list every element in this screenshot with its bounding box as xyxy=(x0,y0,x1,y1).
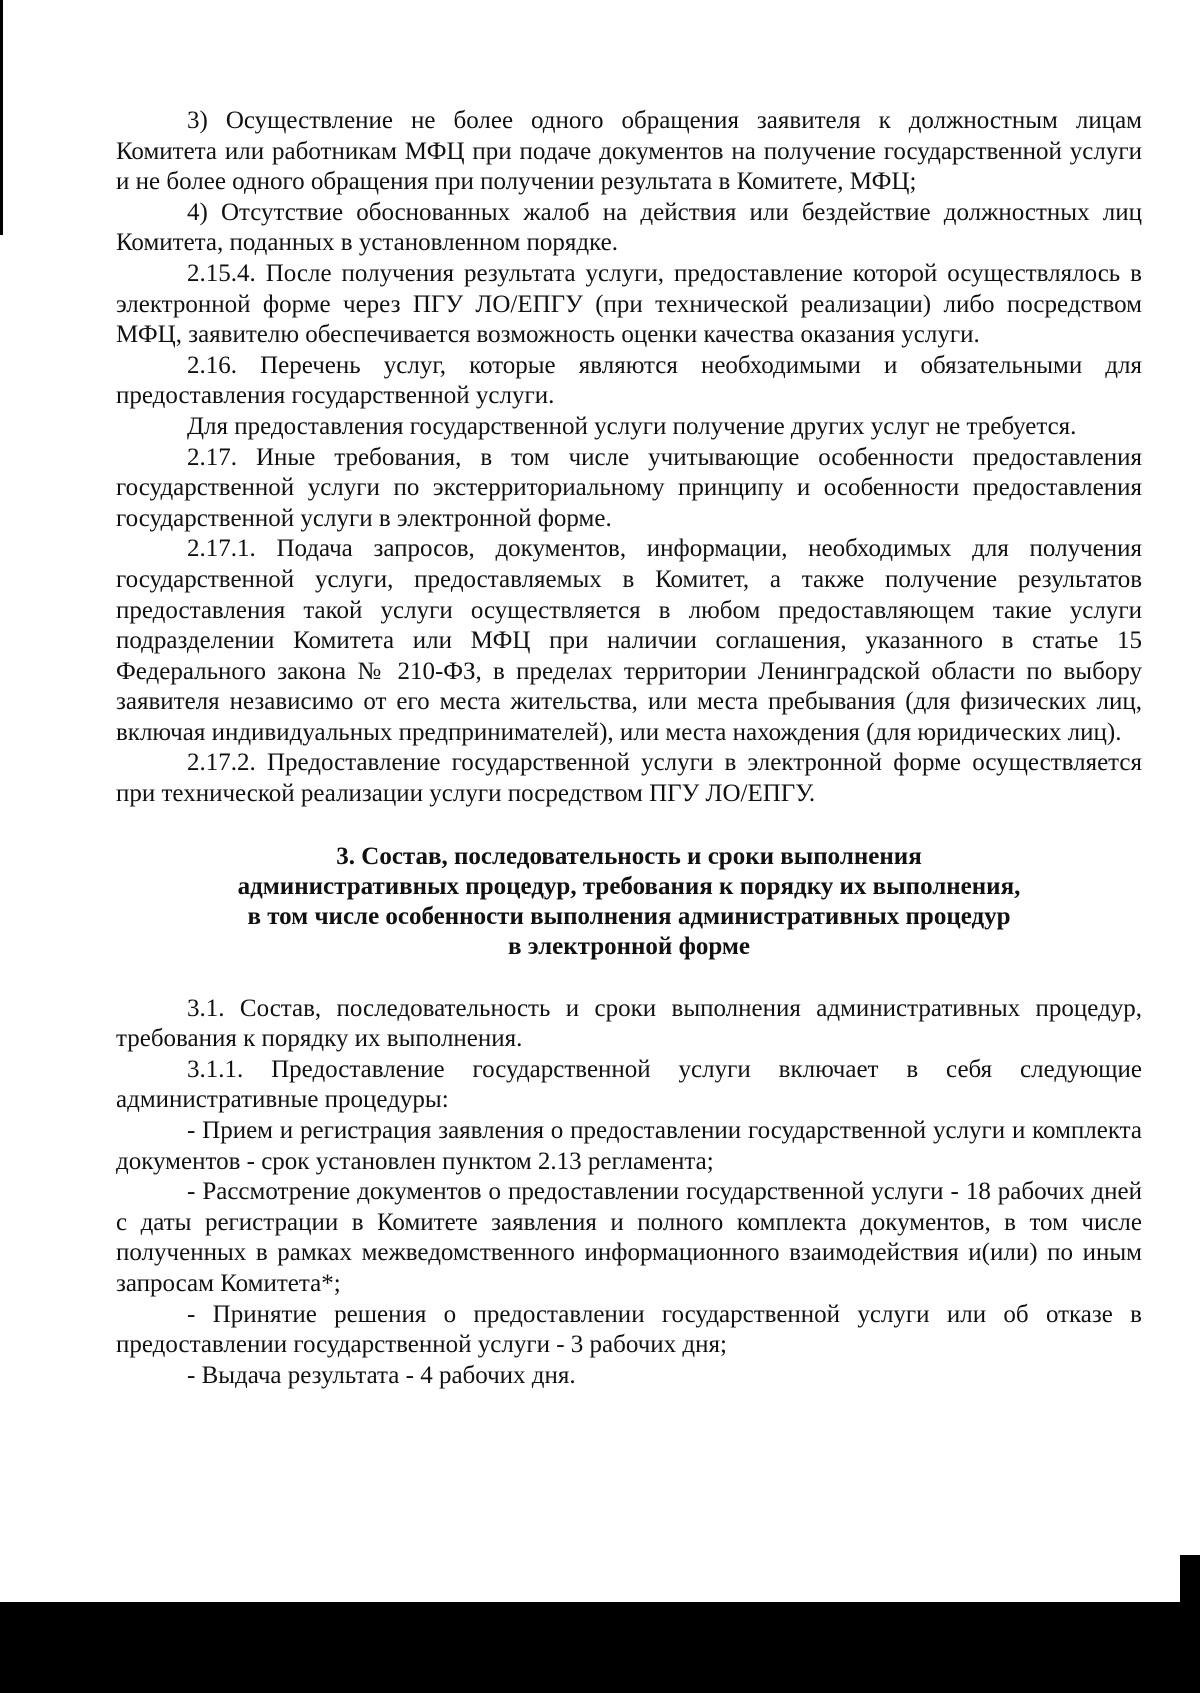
list-item-reception: - Прием и регистрация заявления о предоставлении государственной услуги и комплекта документов - срок установлен пунктом 2.13 регламента; xyxy=(116,1117,1142,1175)
paragraph-item-3: 3) Осуществление не более одного обращения заявителя к должностным лицам Комитета или работникам МФЦ при подаче документов на получение государственной услуги и не более одного обращения при получении результата в Комитете, МФЦ; xyxy=(116,107,1142,196)
list-item-decision: - Принятие решения о предоставлении государственной услуги или об отказе в предоставлении государственной услуги - 3 рабочих дня; xyxy=(116,1300,1142,1359)
paragraph-other-services: Для предоставления государственной услуги получение других услуг не требуется. xyxy=(187,412,1077,440)
heading-line: в том числе особенности выполнения административных процедур xyxy=(247,902,1011,930)
section-3-heading xyxy=(116,842,1142,962)
document-body xyxy=(116,106,1142,1391)
paragraph-2-16: 2.16. Перечень услуг, которые являются необходимыми и обязательными для предоставления государственной услуги. xyxy=(116,351,1142,410)
paragraph-2-17-1: 2.17.1. Подача запросов, документов, информации, необходимых для получения государственной услуги, предоставляемых в Комитет, а также получение результатов предоставления такой услуги осуществляется в любом предоставляющем такие услуги подразделении Комитета или МФЦ при наличии соглашения, указанного в статье 15 Федерального закона № 210-ФЗ, в пределах территории Ленинградской области по выбору заявителя независимо от его места жительства, или места пребывания (для физических лиц, включая индивидуальных предпринимателей), или места нахождения (для юридических лиц). xyxy=(116,535,1142,746)
heading-line: административных процедур, требования к порядку их выполнения, xyxy=(237,872,1021,900)
scan-bottom-band xyxy=(0,1602,1200,1693)
paragraph-3-1-1: 3.1.1. Предоставление государственной услуги включает в себя следующие административные процедуры: xyxy=(116,1055,1142,1114)
heading-line: 3. Состав, последовательность и сроки выполнения xyxy=(336,842,922,870)
heading-line: в электронной форме xyxy=(507,932,751,960)
scan-left-edge xyxy=(0,0,3,235)
paragraph-2-17: 2.17. Иные требования, в том числе учитывающие особенности предоставления государственной услуги по экстерриториальному принципу и особенности предоставления государственной услуги в электронной форме. xyxy=(116,443,1142,532)
scan-shadow-right xyxy=(1180,1555,1200,1605)
paragraph-item-4: 4) Отсутствие обоснованных жалоб на действия или бездействие должностных лиц Комитета, поданных в установленном порядке. xyxy=(116,198,1142,257)
paragraph-3-1: 3.1. Состав, последовательность и сроки выполнения административных процедур, требования к порядку их выполнения. xyxy=(116,994,1142,1053)
list-item-issuance: - Выдача результата - 4 рабочих дня. xyxy=(187,1361,576,1389)
list-item-review: - Рассмотрение документов о предоставлении государственной услуги - 18 рабочих дней с даты регистрации в Комитете заявления и полного комплекта документов, в том числе полученных в рамках межведомственного информационного взаимодействия и(или) по иным запросам Комитета*; xyxy=(116,1178,1142,1297)
paragraph-2-17-2: 2.17.2. Предоставление государственной услуги в электронной форме осуществляется при технической реализации услуги посредством ПГУ ЛО/ЕПГУ. xyxy=(116,749,1142,808)
paragraph-2-15-4: 2.15.4. После получения результата услуги, предоставление которой осуществлялось в электронной форме через ПГУ ЛО/ЕПГУ (при технической реализации) либо посредством МФЦ, заявителю обеспечивается возможность оценки качества оказания услуги. xyxy=(116,259,1142,349)
